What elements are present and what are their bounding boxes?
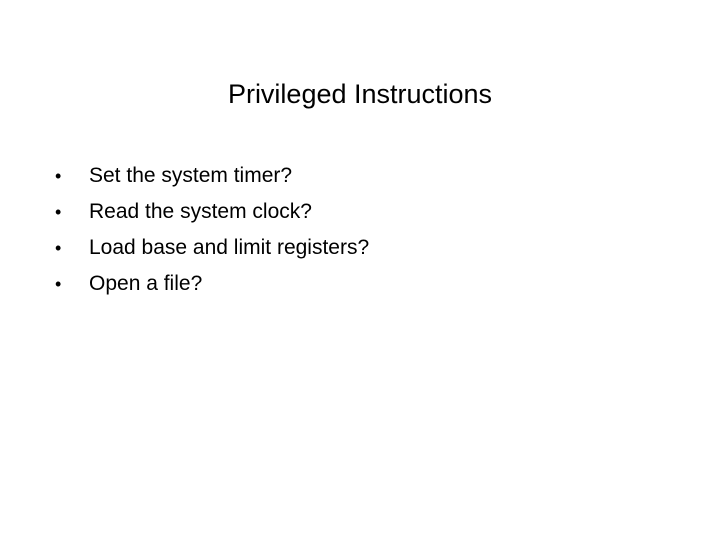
bullet-icon: • [55,274,62,294]
slide-title: Privileged Instructions [227,79,493,109]
list-item-text: Open a file? [89,272,203,295]
list-item-text: Load base and limit registers? [89,236,370,259]
list-item-text: Set the system timer? [89,164,293,187]
bullet-icon: • [55,166,62,186]
list-item-text: Read the system clock? [89,200,312,223]
bullet-icon: • [55,238,62,258]
bullet-icon: • [55,202,62,222]
